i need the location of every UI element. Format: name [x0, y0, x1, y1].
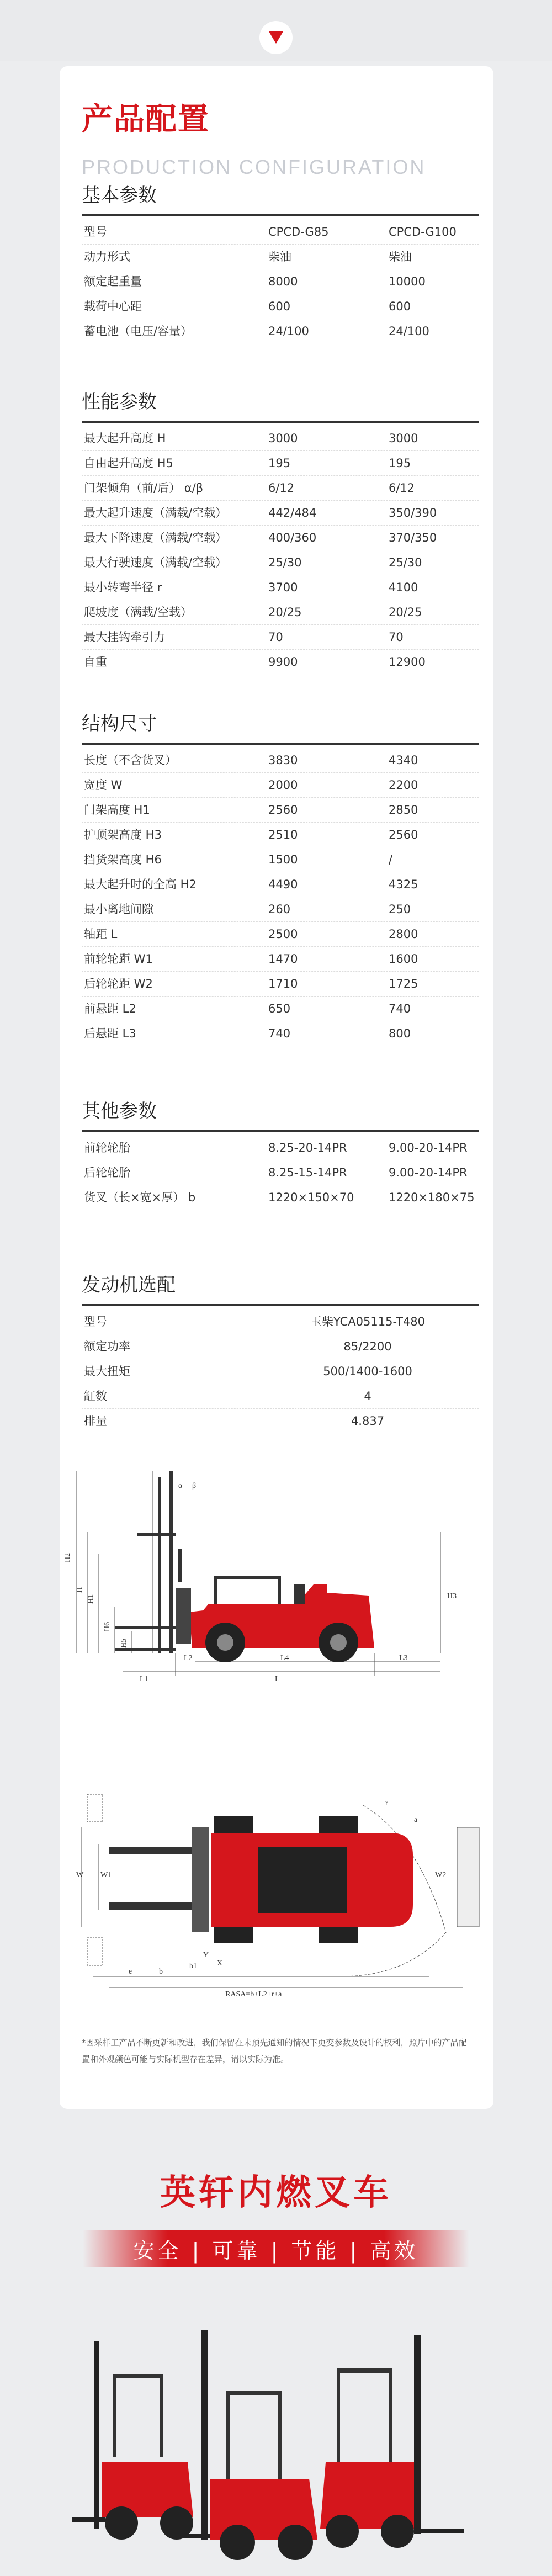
spec-row: [82, 773, 479, 798]
spec-value: 20/25: [268, 606, 302, 619]
spec-value: 2500: [268, 927, 298, 941]
spec-value: 8000: [268, 275, 298, 288]
dim-label: a: [414, 1816, 418, 1824]
spec-row: [82, 220, 479, 245]
section-structure: [82, 708, 479, 1046]
spec-label: 载荷中心距: [84, 300, 142, 313]
spec-row: [82, 947, 479, 972]
spec-table: [82, 426, 479, 675]
spec-table: [82, 748, 479, 1046]
spec-label: 后轮轮胎: [84, 1166, 130, 1179]
dim-label: e: [129, 1968, 132, 1976]
dim-label: L4: [280, 1654, 289, 1662]
slogan-bar: [83, 2230, 469, 2267]
dim-label: β: [192, 1482, 197, 1490]
spec-row: [82, 1185, 479, 1210]
spec-value: 10000: [389, 275, 426, 288]
spec-label: 护顶架高度 H3: [84, 828, 162, 841]
spec-row: [82, 1334, 479, 1359]
spec-value: 740: [389, 1002, 411, 1015]
spec-row: [82, 847, 479, 872]
section-divider: [82, 214, 479, 216]
section-performance: [82, 386, 479, 675]
dim-label: RASA=b+L2+r+a: [225, 1990, 282, 1999]
spec-value: 3830: [268, 754, 298, 767]
dim-label: H3: [447, 1592, 457, 1600]
dim-label: H2: [63, 1552, 72, 1562]
spec-row: [82, 550, 479, 575]
spec-value: 2000: [268, 778, 298, 792]
spec-value: CPCD-G85: [268, 225, 329, 238]
dim-label: b1: [189, 1962, 197, 1970]
dim-label: H6: [103, 1621, 112, 1631]
spec-row: [82, 748, 479, 773]
spec-value: 600: [268, 300, 291, 313]
triangle-down-icon: [269, 31, 283, 44]
spec-row: [82, 269, 479, 294]
dim-label: α: [178, 1482, 183, 1490]
section-divider: [82, 1304, 479, 1306]
dim-label: r: [385, 1799, 388, 1808]
spec-row: [82, 501, 479, 526]
spec-value: 195: [389, 457, 411, 470]
spec-label: 前轮轮胎: [84, 1141, 130, 1154]
spec-row: [82, 294, 479, 319]
spec-value: 600: [389, 300, 411, 313]
dim-label: L: [275, 1675, 280, 1683]
spec-row: [82, 600, 479, 625]
forklift-right: [320, 2335, 464, 2548]
dim-label: L2: [184, 1654, 193, 1662]
spec-value: 4.837: [351, 1414, 385, 1428]
spec-value: 370/350: [389, 531, 437, 544]
spec-value: /: [389, 853, 393, 866]
spec-label: 最大扭矩: [84, 1365, 130, 1378]
spec-value: 400/360: [268, 531, 317, 544]
spec-row: [82, 823, 479, 847]
section-title: 其他参数: [82, 1100, 157, 1122]
spec-label: 自由起升高度 H5: [84, 457, 173, 470]
spec-value: 8.25-20-14PR: [268, 1141, 347, 1154]
spec-label: 最大起升速度（满载/空载）: [84, 506, 227, 520]
spec-value: 3000: [389, 432, 418, 445]
spec-value: 2200: [389, 778, 418, 792]
spec-row: [82, 319, 479, 344]
top-bar: [0, 0, 552, 61]
spec-row: [82, 526, 479, 550]
dim-label: H: [76, 1587, 84, 1593]
spec-value: 1600: [389, 952, 418, 966]
spec-value: 8.25-15-14PR: [268, 1166, 347, 1179]
spec-label: 最大挂钩牵引力: [84, 630, 165, 644]
spec-value: 25/30: [268, 556, 302, 569]
brand-slogan: 安全 | 可靠 | 节能 | 高效: [133, 2238, 419, 2263]
spec-label: 动力形式: [84, 250, 130, 263]
spec-value: 250: [389, 903, 411, 916]
spec-row: [82, 476, 479, 501]
dim-label: H1: [87, 1594, 95, 1604]
spec-label: 排量: [84, 1414, 107, 1428]
spec-row: [82, 1160, 479, 1185]
disclaimer-note: *因采样工产品不断更新和改进，我们保留在未预先通知的情况下更变参数及设计的权利，照片中的产品配置和外观颜色可能与实际机型存在差异，请以实际为准。: [82, 2038, 467, 2064]
spec-table: [82, 1136, 479, 1210]
spec-value: 3700: [268, 581, 298, 594]
spec-value: 9.00-20-14PR: [389, 1166, 468, 1179]
spec-value: 2560: [389, 828, 418, 841]
spec-value: 4340: [389, 754, 418, 767]
spec-value: 3000: [268, 432, 298, 445]
spec-value: 800: [389, 1027, 411, 1040]
dim-label: X: [217, 1959, 223, 1968]
spec-label: 最大起升时的全高 H2: [84, 878, 197, 891]
spec-label: 最大起升高度 H: [84, 432, 166, 445]
forklift-top-diagram: [76, 1794, 479, 1999]
spec-row: [82, 575, 479, 600]
spec-row: [82, 1359, 479, 1384]
spec-value: 9900: [268, 655, 298, 669]
spec-value: 9.00-20-14PR: [389, 1141, 468, 1154]
spec-value: 70: [268, 630, 283, 644]
section-divider: [82, 421, 479, 423]
spec-row: [82, 1021, 479, 1046]
section-other: [82, 1096, 479, 1210]
forklift-left: [72, 2341, 193, 2540]
dim-label: W: [76, 1871, 84, 1879]
spec-value: 20/25: [389, 606, 422, 619]
spec-card: [60, 66, 493, 2109]
spec-value: 500/1400-1600: [323, 1365, 412, 1378]
spec-table: [82, 1310, 479, 1434]
spec-label: 最大行驶速度（满载/空载）: [84, 556, 227, 569]
forklift-group-image: [61, 2297, 491, 2562]
page-title: 产品配置: [82, 102, 210, 137]
spec-label: 最大下降速度（满载/空载）: [84, 531, 227, 544]
spec-label: 型号: [84, 225, 107, 238]
spec-row: [82, 625, 479, 650]
spec-value: 柴油: [268, 250, 291, 263]
section-divider: [82, 743, 479, 745]
spec-row: [82, 1384, 479, 1409]
page-subtitle: PRODUCTION CONFIGURATION: [82, 156, 426, 178]
spec-value: 玉柴YCA05115-T480: [310, 1315, 426, 1328]
section-basic: [82, 180, 479, 344]
spec-value: 25/30: [389, 556, 422, 569]
spec-value: 2560: [268, 803, 298, 817]
brand-title: 英轩内燃叉车: [160, 2172, 392, 2213]
spec-label: 长度（不含货叉）: [84, 754, 177, 767]
spec-row: [82, 650, 479, 675]
spec-label: 最小转弯半径 r: [84, 581, 162, 594]
spec-label: 轴距 L: [84, 927, 118, 941]
spec-label: 前轮轮距 W1: [84, 952, 153, 966]
spec-value: CPCD-G100: [389, 225, 457, 238]
spec-value: 1220×150×70: [268, 1191, 354, 1204]
section-title: 性能参数: [82, 391, 157, 413]
dim-label: b: [159, 1968, 163, 1976]
spec-label: 门架倾角（前/后） α/β: [84, 481, 204, 495]
spec-value: 1725: [389, 977, 418, 990]
spec-value: 2850: [389, 803, 418, 817]
forklift-side-diagram: [63, 1466, 479, 1687]
spec-value: 70: [389, 630, 404, 644]
spec-label: 后轮轮距 W2: [84, 977, 153, 990]
spec-table: [82, 220, 479, 344]
spec-label: 自重: [84, 655, 107, 669]
spec-value: 1220×180×75: [389, 1191, 475, 1204]
spec-value: 4: [364, 1390, 371, 1403]
spec-row: [82, 1310, 479, 1334]
dim-label: L1: [140, 1675, 148, 1683]
spec-value: 2800: [389, 927, 418, 941]
spec-label: 蓄电池（电压/容量）: [84, 325, 193, 338]
spec-label: 门架高度 H1: [84, 803, 150, 817]
section-title: 基本参数: [82, 184, 157, 206]
spec-value: 1500: [268, 853, 298, 866]
spec-label: 前悬距 L2: [84, 1002, 136, 1015]
spec-label: 额定起重量: [84, 275, 142, 288]
spec-value: 85/2200: [343, 1340, 392, 1353]
spec-value: 6/12: [389, 481, 415, 495]
spec-label: 最小离地间隙: [84, 903, 153, 916]
spec-value: 1710: [268, 977, 298, 990]
spec-value: 260: [268, 903, 291, 916]
spec-value: 650: [268, 1002, 291, 1015]
spec-value: 4490: [268, 878, 298, 891]
dim-label: W1: [100, 1871, 112, 1879]
spec-value: 柴油: [389, 250, 412, 263]
spec-row: [82, 897, 479, 922]
spec-value: 350/390: [389, 506, 437, 520]
spec-row: [82, 872, 479, 897]
spec-label: 缸数: [84, 1390, 107, 1403]
dim-label: L3: [399, 1654, 408, 1662]
spec-row: [82, 997, 479, 1021]
spec-label: 额定功率: [84, 1340, 130, 1353]
spec-label: 宽度 W: [84, 778, 123, 792]
spec-value: 6/12: [268, 481, 295, 495]
spec-row: [82, 1136, 479, 1160]
spec-row: [82, 972, 479, 997]
section-engine: [82, 1270, 479, 1434]
spec-label: 后悬距 L3: [84, 1027, 136, 1040]
dim-label: Y: [203, 1951, 209, 1959]
section-divider: [82, 1130, 479, 1132]
spec-row: [82, 798, 479, 823]
spec-label: 爬坡度（满载/空载）: [84, 606, 193, 619]
scroll-down-button[interactable]: [259, 21, 293, 54]
spec-value: 740: [268, 1027, 291, 1040]
spec-value: 4325: [389, 878, 418, 891]
forklift-center: [177, 2330, 317, 2560]
spec-label: 挡货架高度 H6: [84, 853, 162, 866]
spec-row: [82, 245, 479, 269]
spec-row: [82, 426, 479, 451]
spec-value: 195: [268, 457, 291, 470]
dim-label: H5: [120, 1638, 128, 1648]
spec-value: 442/484: [268, 506, 317, 520]
spec-row: [82, 1409, 479, 1434]
dim-label: W2: [435, 1871, 447, 1879]
spec-label: 货叉（长×宽×厚） b: [84, 1191, 196, 1204]
spec-row: [82, 451, 479, 476]
spec-value: 12900: [389, 655, 426, 669]
spec-label: 型号: [84, 1315, 107, 1328]
spec-value: 4100: [389, 581, 418, 594]
spec-row: [82, 922, 479, 947]
spec-value: 24/100: [268, 325, 309, 338]
spec-value: 24/100: [389, 325, 429, 338]
spec-value: 2510: [268, 828, 298, 841]
section-title: 发动机选配: [82, 1274, 176, 1296]
section-title: 结构尺寸: [82, 713, 157, 735]
spec-value: 1470: [268, 952, 298, 966]
